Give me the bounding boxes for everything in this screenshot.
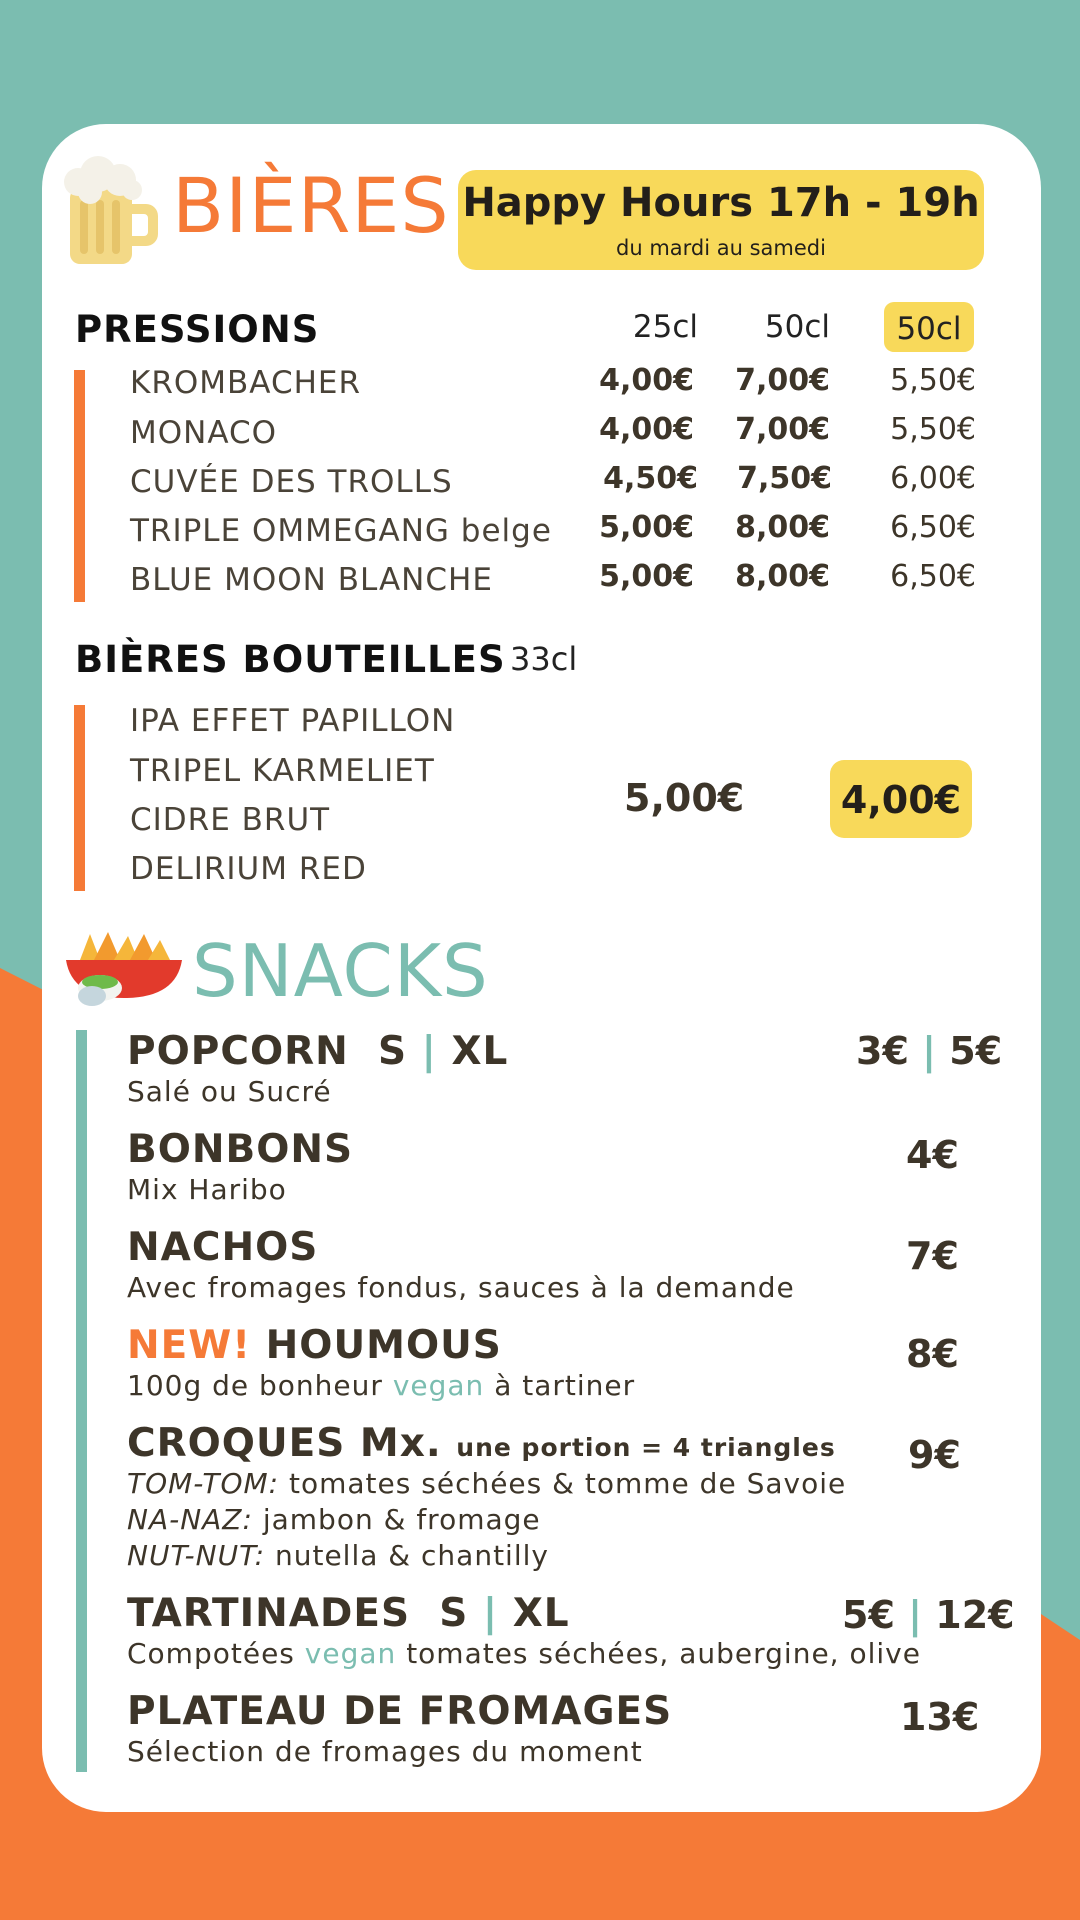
new-badge: NEW! [127,1323,252,1368]
snack-popcorn-name: POPCORN S | XL [127,1029,509,1074]
snack-houmous-name: NEW! HOUMOUS [127,1323,502,1368]
snack-nachos-desc: Avec fromages fondus, sauces à la demande [127,1271,795,1304]
nachos-bowl-icon [64,930,184,1010]
price-50cl: 7,00€ [735,363,830,398]
bottle-price: 5,00€ [624,776,745,820]
price-25cl: 4,00€ [599,412,694,447]
draft-beer-name: CUVÉE DES TROLLS [130,464,453,500]
draft-beer-name: BLUE MOON BLANCHE [130,562,493,598]
draft-beer-name: TRIPLE OMMEGANG belge [130,513,552,549]
snack-houmous-desc: 100g de bonheur vegan à tartiner [127,1369,636,1402]
price-50cl: 8,00€ [735,559,830,594]
beer-mug-icon [62,152,162,272]
price-25cl: 4,50€ [603,461,698,496]
snack-bonbons-price: 4€ [906,1133,959,1177]
price-25cl: 4,00€ [599,363,694,398]
snack-popcorn-desc: Salé ou Sucré [127,1075,332,1108]
column-50cl-happy-hours: 50cl [884,302,974,352]
price-happy-hours: 6,00€ [890,461,976,496]
snack-houmous-price: 8€ [906,1332,959,1376]
snack-plateau-price: 13€ [900,1695,980,1739]
snack-tartinades-price: 5€ | 12€ [842,1593,1015,1637]
draft-beer-name: MONACO [130,415,278,451]
column-25cl: 25cl [632,309,698,345]
price-50cl: 8,00€ [735,510,830,545]
happy-hours-title: Happy Hours 17h - 19h [462,180,980,226]
price-happy-hours: 5,50€ [890,412,976,447]
bouteilles-accent-bar [74,705,85,891]
snacks-accent-bar [76,1030,87,1772]
bottle-beer-name: IPA EFFET PAPILLON [130,703,456,739]
price-25cl: 5,00€ [599,510,694,545]
bouteilles-size: 33cl [510,640,578,678]
happy-hours-banner [458,170,984,270]
snack-plateau-name: PLATEAU DE FROMAGES [127,1689,673,1734]
price-25cl: 5,00€ [599,559,694,594]
bouteilles-heading: BIÈRES BOUTEILLES [75,638,506,681]
price-50cl: 7,50€ [737,461,832,496]
snack-popcorn-price: 3€ | 5€ [856,1029,1003,1073]
croques-variant: TOM-TOM: tomates séchées & tomme de Savoie [127,1467,847,1500]
draft-beer-name: KROMBACHER [130,365,362,401]
price-happy-hours: 6,50€ [890,559,976,594]
bottle-beer-name: DELIRIUM RED [130,851,367,887]
croques-portion: une portion = 4 triangles [456,1433,836,1462]
bottle-happy-hours-price: 4,00€ [830,760,972,838]
price-happy-hours: 5,50€ [890,363,976,398]
pressions-heading: PRESSIONS [75,308,320,351]
snack-tartinades-name: TARTINADES S | XL [127,1591,570,1636]
section-title-snacks: SNACKS [192,929,489,1013]
croques-variant: NA-NAZ: jambon & fromage [127,1503,541,1536]
bottle-beer-name: CIDRE BRUT [130,802,331,838]
column-50cl: 50cl [764,309,830,345]
snack-tartinades-desc: Compotées vegan tomates séchées, aubergine, olive [127,1637,921,1670]
section-title-bieres: BIÈRES [172,161,450,250]
snack-nachos-price: 7€ [906,1234,959,1278]
price-happy-hours: 6,50€ [890,510,976,545]
croques-variant: NUT-NUT: nutella & chantilly [127,1539,549,1572]
pressions-accent-bar [74,370,85,602]
snack-croques-name: CROQUES Mx. une portion = 4 triangles [127,1421,836,1466]
happy-hours-subtitle: du mardi au samedi [616,236,826,260]
bottle-beer-name: TRIPEL KARMELIET [130,753,435,789]
snack-nachos-name: NACHOS [127,1225,319,1270]
snack-bonbons-name: BONBONS [127,1127,354,1172]
snack-croques-price: 9€ [908,1433,961,1477]
snack-plateau-desc: Sélection de fromages du moment [127,1735,643,1768]
snack-bonbons-desc: Mix Haribo [127,1173,287,1206]
price-50cl: 7,00€ [735,412,830,447]
